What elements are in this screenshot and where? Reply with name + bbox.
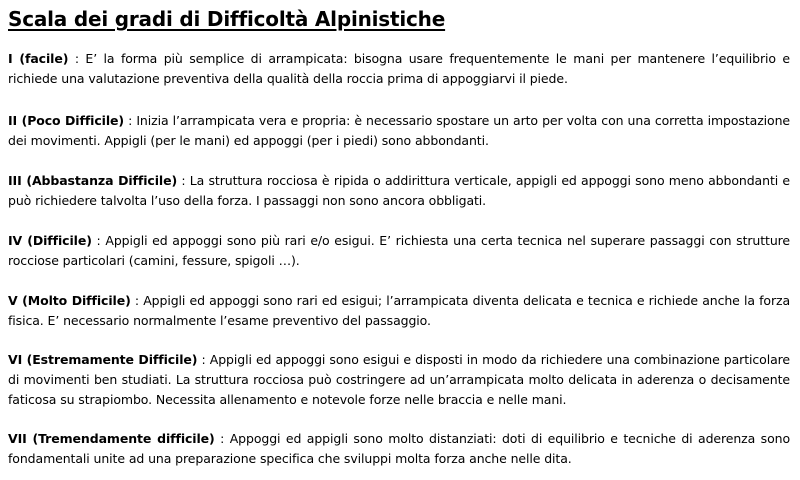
grade-description-5: Appigli ed appoggi sono rari ed esigui; l’arrampicata diventa delicata e tecnica e richiede anche la forza fisica. E’ necessario normalmente l’esame preventivo del passaggio. — [8, 293, 791, 328]
grade-paragraph-3 — [8, 171, 790, 211]
grade-label-7: VII (Tremendamente difficile) — [8, 431, 215, 446]
grade-description-6: Appigli ed appoggi sono esigui e disposti in modo da richiedere una combinazione particolare di movimenti ben studiati. La struttura rocciosa può costringere ad un’arrampicata molto delicata in aderenza o decisamente faticosa su strapiombo. Necessita allenamento e notevole forze nelle braccia e nelle mani. — [8, 352, 790, 407]
grade-description-7: Appoggi ed appigli sono molto distanziati: doti di equilibrio e tecniche di aderenza sono fondamentali unite ad una preparazione specifica che sviluppi molta forza anche nelle dita. — [8, 431, 790, 466]
document-title: Scala dei gradi di Difficoltà Alpinistiche — [8, 7, 446, 31]
grade-paragraph-1 — [8, 49, 790, 89]
grade-description-1: E’ la forma più semplice di arrampicata: bisogna usare frequentemente le mani per mantenere l’equilibrio e richiede una valutazione preventiva della qualità della roccia prima di appoggiarvi il piede. — [8, 51, 791, 86]
grade-separator-7: : — [214, 431, 230, 446]
grade-description-4: Appigli ed appoggi sono più rari e/o esigui. E’ richiesta una certa tecnica nel superare passaggi con strutture rocciose particolari (camini, fessure, spigoli …). — [8, 233, 791, 268]
grade-separator-6: : — [197, 352, 210, 367]
grade-paragraph-6 — [8, 350, 790, 410]
grade-separator-1: : — [68, 51, 86, 66]
grade-label-4: IV (Difficile) — [8, 233, 92, 248]
grade-label-1: I (facile) — [8, 51, 69, 66]
document-page — [8, 0, 791, 466]
grade-separator-5: : — [130, 293, 144, 308]
grade-label-6: VI (Estremamente Difficile) — [8, 352, 198, 367]
grade-label-5: V (Molto Difficile) — [8, 293, 131, 308]
grade-label-2: II (Poco Difficile) — [8, 113, 125, 128]
grade-paragraph-4 — [8, 231, 790, 271]
grade-paragraph-5 — [8, 291, 790, 331]
grade-separator-3: : — [177, 173, 190, 188]
grade-separator-4: : — [91, 233, 106, 248]
grade-paragraph-7 — [8, 429, 790, 469]
grade-description-3: La struttura rocciosa è ripida o addirittura verticale, appigli ed appoggi sono meno abbondanti e può richiedere talvolta l’uso della forza. I passaggi non sono ancora obbligati. — [8, 173, 790, 208]
grade-separator-2: : — [124, 113, 137, 128]
grade-description-2: Inizia l’arrampicata vera e propria: è necessario spostare un arto per volta con una corretta impostazione dei movimenti. Appigli (per le mani) ed appoggi (per i piedi) sono abbondanti. — [8, 113, 791, 148]
grade-paragraph-2 — [8, 111, 790, 151]
grade-label-3: III (Abbastanza Difficile) — [8, 173, 178, 188]
